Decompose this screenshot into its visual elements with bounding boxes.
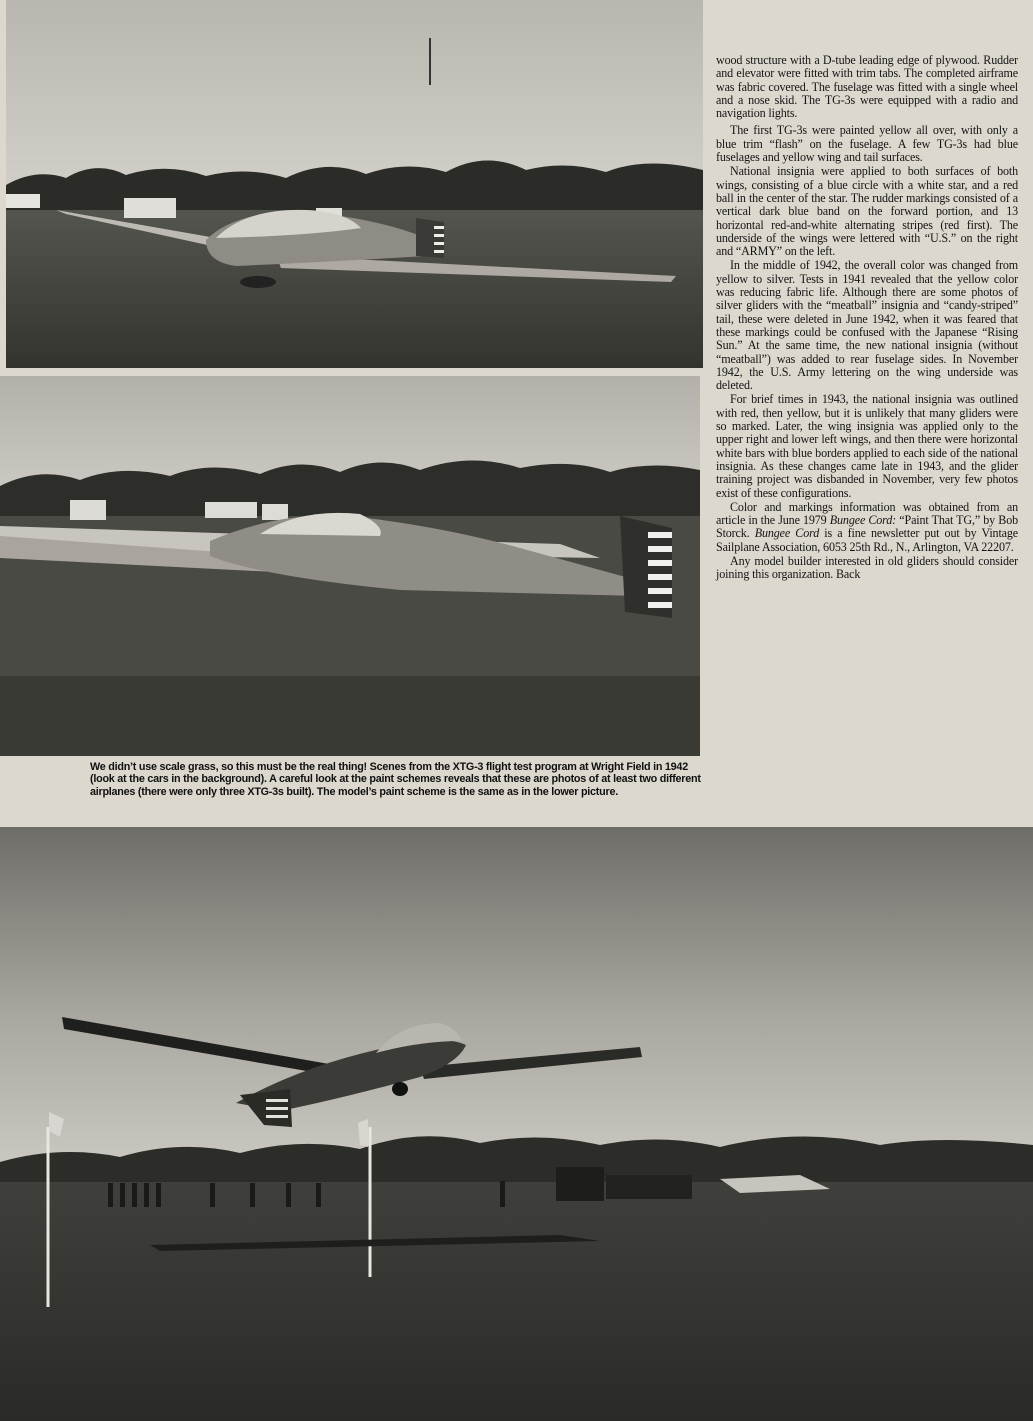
publication-title: Bungee Cord: <box>829 513 897 528</box>
article-paragraph: wood structure with a D-tube leading edge of plywood. Rudder and elevator were fitted with trim tabs. The completed airframe was fabric covered. The fuselage was fitted with a single wheel and a nose skid. The TG-3s were equipped with a radio and navigation lights. <box>716 53 1018 121</box>
article-paragraph: Any model builder interested in old gliders should consider joining this organization. Back <box>716 553 1018 582</box>
article-paragraph: The first TG-3s were painted yellow all over, with only a blue trim “flash” on the fuselage. A few TG-3s had blue fuselages and yellow wing and tail surfaces. <box>716 123 1018 165</box>
photo-glider-on-field-side <box>0 376 700 756</box>
credits-text: Color and markings information was obtained from an article in the June 1979 <box>716 499 1018 528</box>
photo-caption: We didn’t use scale grass, so this must be the real thing! Scenes from the XTG-3 flight test program at Wright Field in 1942 (look at the cars in the background). A careful look at the paint schemes reveals that these are photos of at least two different airplanes (there were only three XTG-3s built). The model’s paint scheme is the same as in the lower picture. <box>90 761 701 798</box>
article-paragraph: For brief times in 1943, the national insignia was outlined with red, then yellow, but it is unlikely that many gliders were so marked. Later, the wing insignia was applied only to the upper right and lower left wings, and then there were horizontal white bars with blue borders applied to each side of the national insignia. As these changes came late in 1943, and the glider training project was disbanded in November, very few photos exist of these configurations. <box>716 392 1018 500</box>
photo-glider-landing <box>0 827 1033 1421</box>
article-column <box>716 54 1018 583</box>
article-paragraph: National insignia were applied to both surfaces of both wings, consisting of a blue circle with a white star, and a red ball in the center of the star. The rudder markings consisted of a vertical dark blue band on the forward portion, and 13 horizontal red-and-white alternating stripes (red first). The underside of the wings were lettered with “U.S.” on the right and “ARMY” on the left. <box>716 164 1018 259</box>
article-paragraph: In the middle of 1942, the overall color was changed from yellow to silver. Tests in 1941 revealed that the yellow color was reducing fabric life. Although there are some photos of silver gliders with the “meatball” insignia and “candy-striped” tail, these were deleted in June 1942, when it was feared that these markings could be confused with the Japanese “Rising Sun.” At the same time, the new national insignia (without “meatball”) was added to rear fuselage sides. In November 1942, the U.S. Army lettering on the wing underside was deleted. <box>716 258 1018 393</box>
publication-title: Bungee Cord <box>754 526 820 541</box>
credits-text: is a fine newsletter put out by Vintage Sailplane Association, 6053 25th Rd., N., Arlington, VA 22207. <box>716 526 1018 554</box>
photo-glider-on-field-front <box>6 0 703 368</box>
article-paragraph-credits <box>716 501 1018 554</box>
credits-text: “Paint That TG,” by Bob Storck. <box>716 513 1018 541</box>
